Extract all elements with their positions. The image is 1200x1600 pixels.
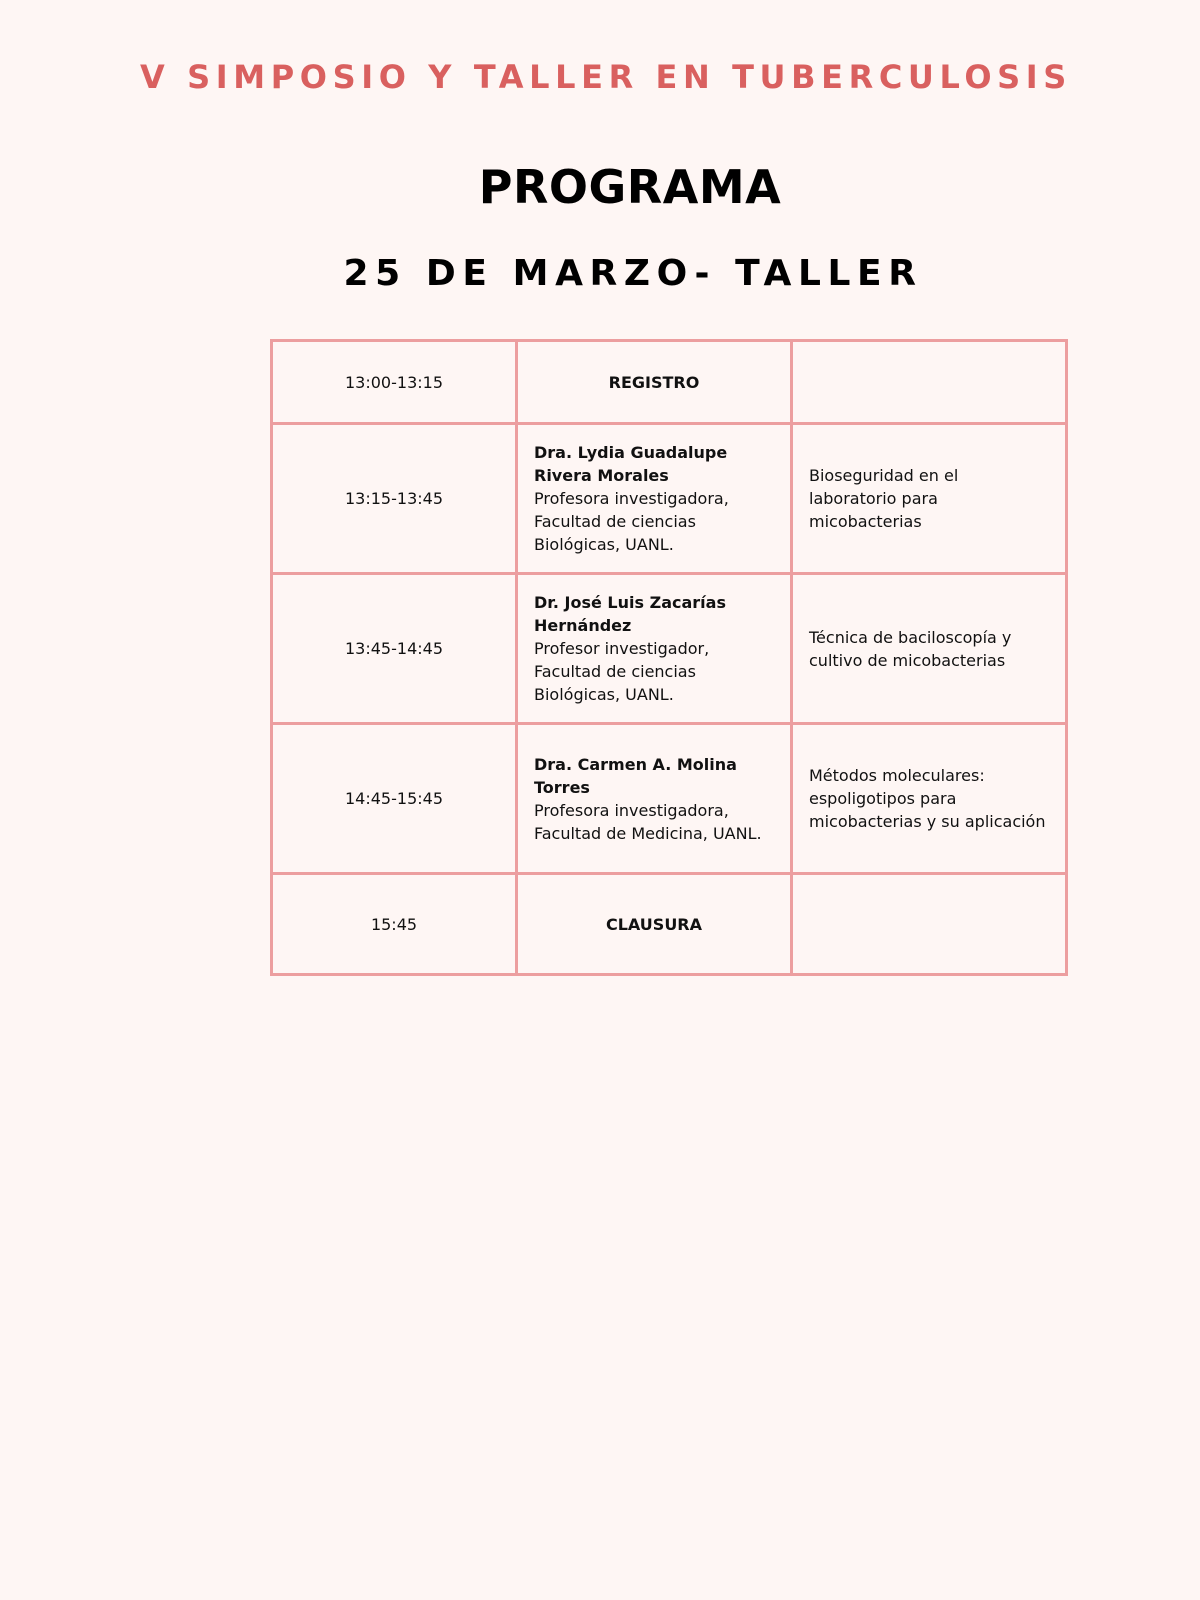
page-title: PROGRAMA [478,160,782,214]
table-row [272,574,1067,724]
schedule-table [270,339,1068,976]
topic-cell: Métodos moleculares: espoligotipos para micobacterias y su aplicación [792,724,1067,874]
table-row [272,341,1067,424]
topic-cell [792,341,1067,424]
time-cell: 14:45-15:45 [272,724,517,874]
topic-cell: Técnica de baciloscopía y cultivo de micobacterias [792,574,1067,724]
speaker-cell [517,574,792,724]
speaker-cell [517,424,792,574]
time-cell: 13:15-13:45 [272,424,517,574]
speaker-affiliation: Profesor investigador, Facultad de ciencias Biológicas, UANL. [534,639,710,704]
topic-cell: Bioseguridad en el laboratorio para micobacterias [792,424,1067,574]
time-cell: 13:45-14:45 [272,574,517,724]
day-subtitle: 25 DE MARZO- TALLER [343,253,923,294]
session-label: REGISTRO [517,341,792,424]
table-row [272,874,1067,975]
speaker-affiliation: Profesora investigadora, Facultad de Medicina, UANL. [534,800,762,843]
topic-cell [792,874,1067,975]
speaker-name: Dra. Lydia Guadalupe Rivera Morales [534,443,728,485]
time-cell: 13:00-13:15 [272,341,517,424]
speaker-name: Dra. Carmen A. Molina Torres [534,754,737,797]
event-title: V SIMPOSIO Y TALLER EN TUBERCULOSIS [140,58,1072,96]
time-cell: 15:45 [272,874,517,975]
speaker-name: Dr. José Luis Zacarías Hernández [534,593,726,635]
speaker-cell [517,724,792,874]
table-row [272,424,1067,574]
table-row [272,724,1067,874]
session-label: CLAUSURA [517,874,792,975]
speaker-affiliation: Profesora investigadora, Facultad de ciencias Biológicas, UANL. [534,489,729,554]
